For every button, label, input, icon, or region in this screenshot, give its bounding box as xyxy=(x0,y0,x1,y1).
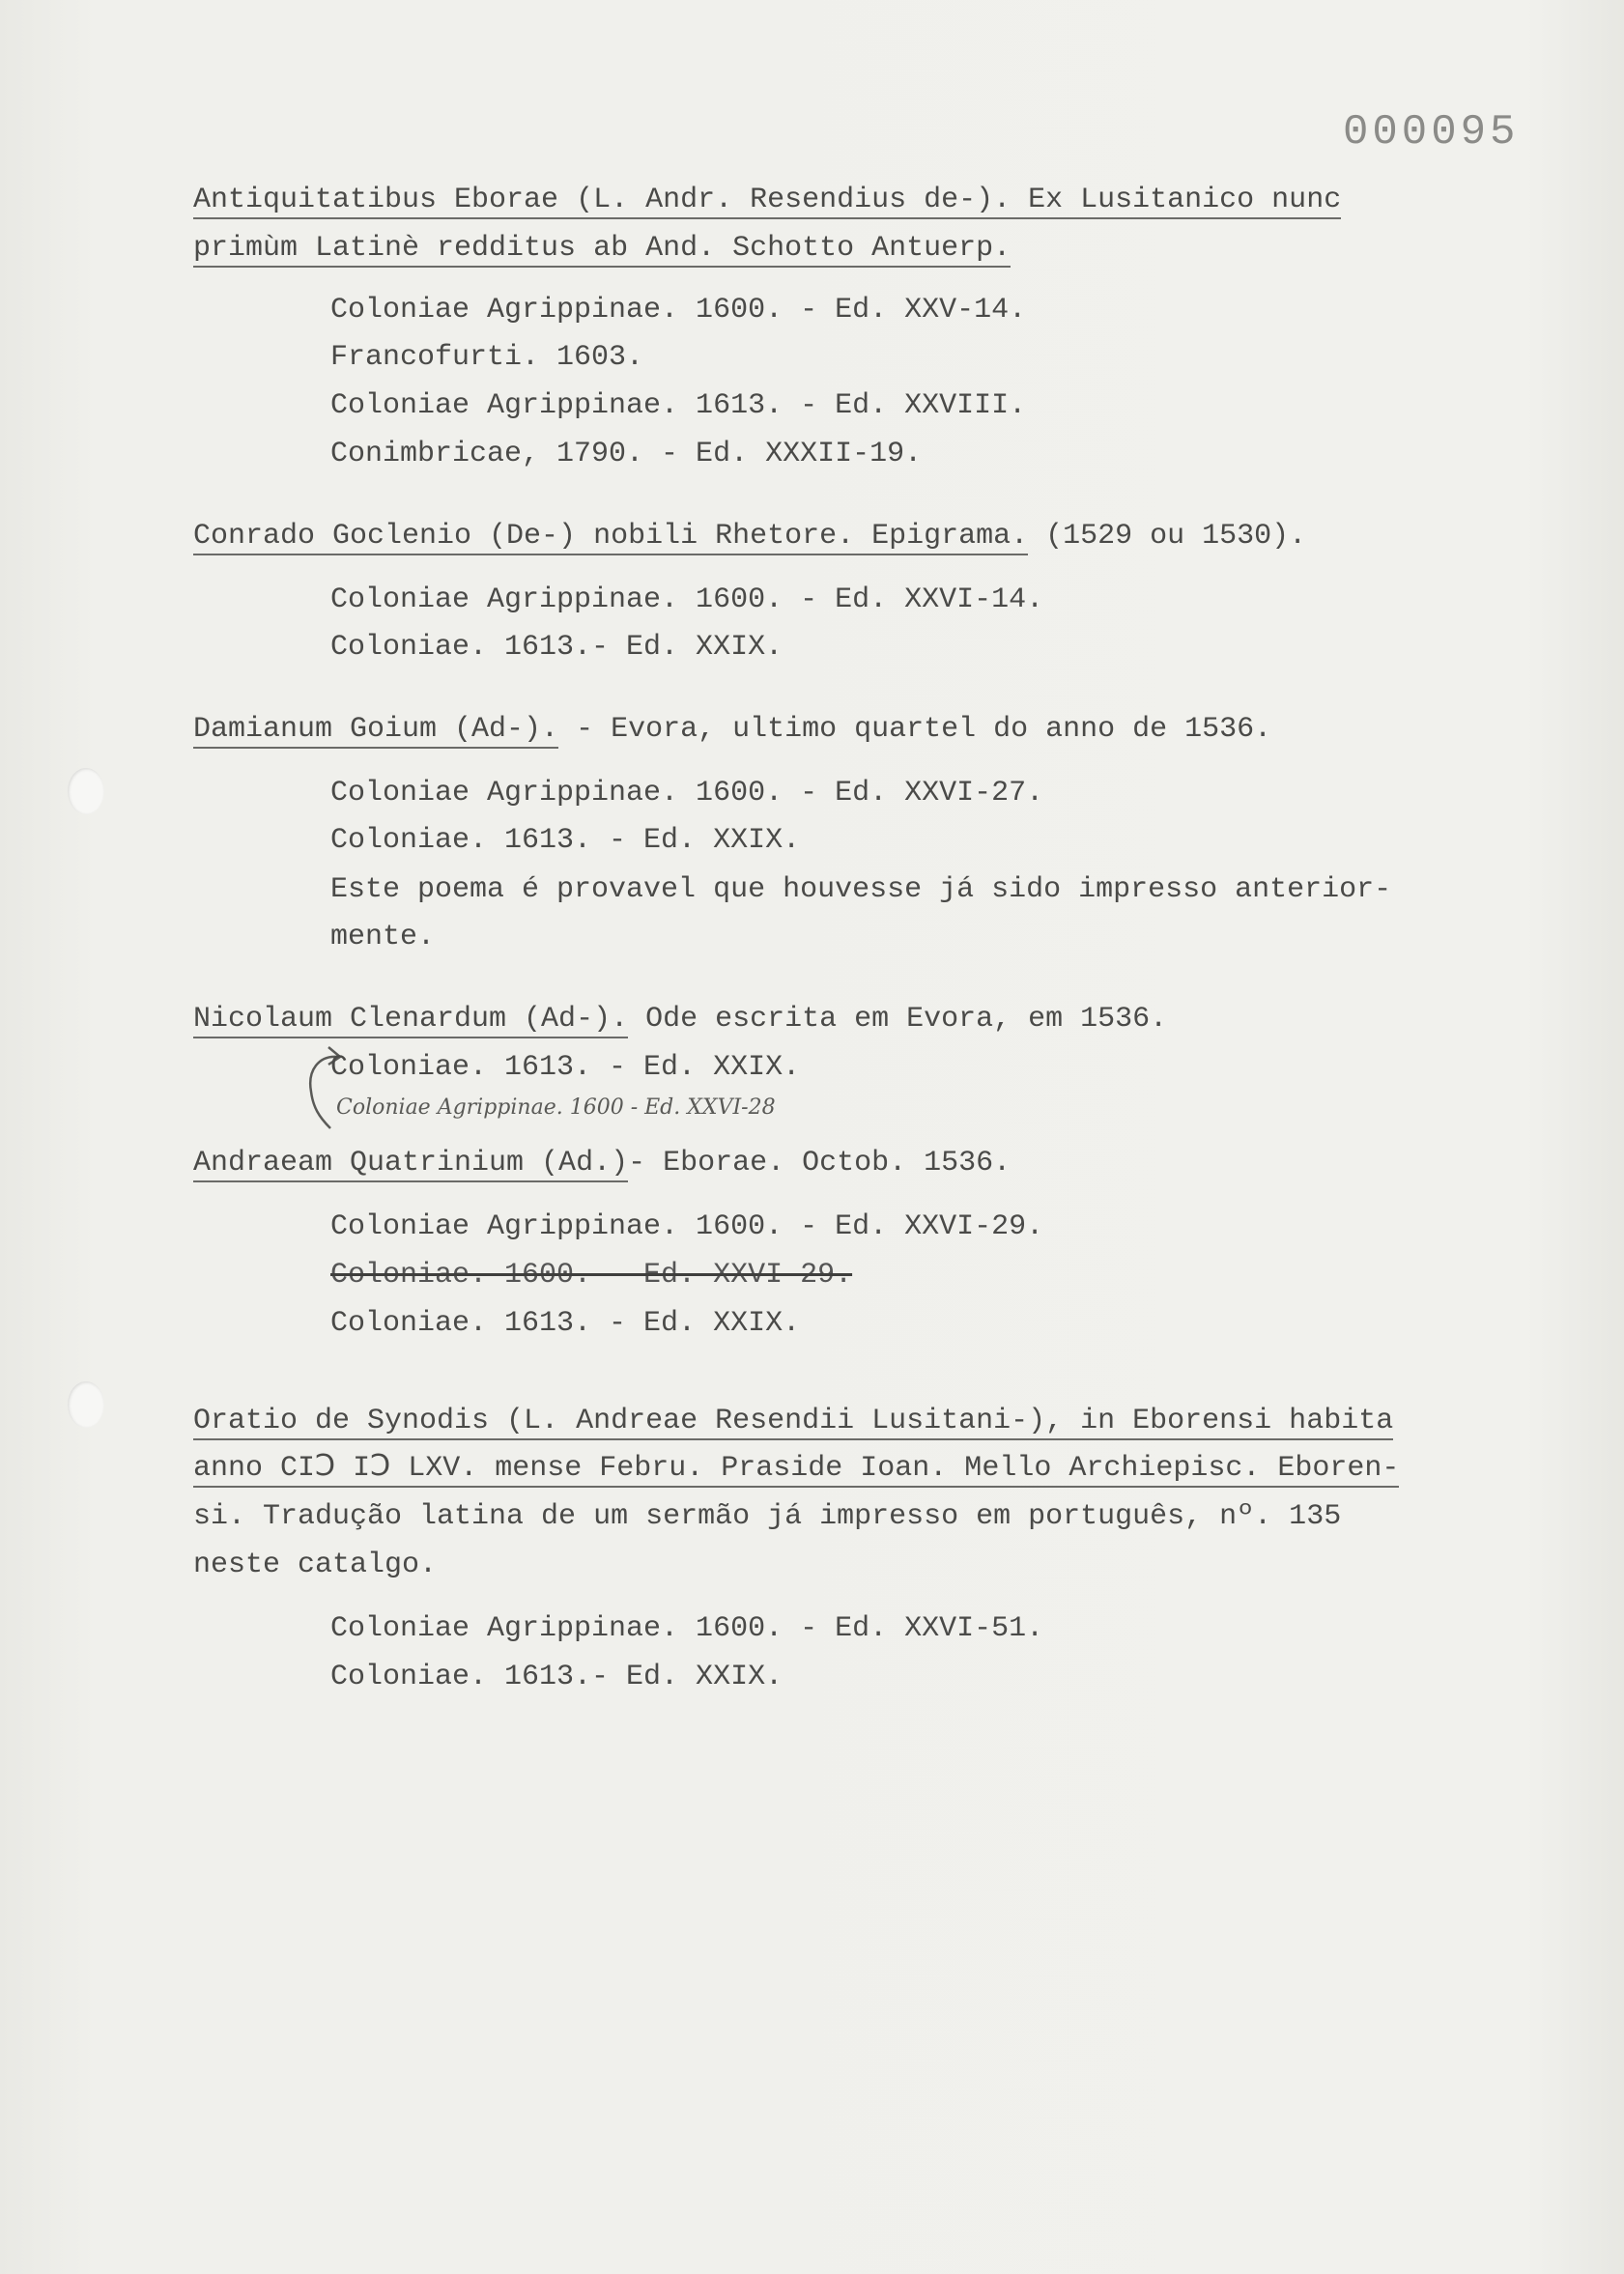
edition-line: Coloniae. 1613.- Ed. XXIX. xyxy=(330,631,784,664)
entry-heading-rest: Ode escrita em Evora, em 1536. xyxy=(628,1003,1168,1036)
entry-heading-text: Antiquitatibus Eborae (L. Andr. Resendius de-). Ex Lusitanico nunc xyxy=(193,184,1341,219)
edition-line: Coloniae. 1613.- Ed. XXIX. xyxy=(330,1661,784,1693)
edition-line: Conimbricae, 1790. - Ed. XXXII-19. xyxy=(330,438,923,470)
edition-line: Coloniae Agrippinae. 1600. - Ed. XXVI-51. xyxy=(330,1612,1044,1645)
edition-line: Coloniae Agrippinae. 1600. - Ed. XXVI-14. xyxy=(330,583,1044,616)
entry-heading-line xyxy=(193,231,1011,266)
entry-heading-line xyxy=(193,1404,1393,1438)
edition-line: Coloniae Agrippinae. 1600. - Ed. XXV-14. xyxy=(330,294,1027,327)
entry-heading-rest: - Eborae. Octob. 1536. xyxy=(628,1147,1011,1180)
entry-heading-text: primùm Latinè redditus ab And. Schotto Antuerp. xyxy=(193,232,1011,268)
edition-line: Coloniae. 1613. - Ed. XXIX. xyxy=(330,1307,801,1340)
sheet-number: 000095 xyxy=(1343,108,1520,156)
edition-line: Coloniae Agrippinae. 1613. - Ed. XXVIII. xyxy=(330,389,1027,422)
entry-heading-text: anno CIↃ IↃ LXV. mense Febru. Praside Ioan. Mello Archiepisc. Eboren- xyxy=(193,1452,1399,1488)
entry-heading-underlined: Andraeam Quatrinium (Ad.) xyxy=(193,1147,628,1182)
edition-line: Coloniae. 1613. - Ed. XXIX. xyxy=(330,824,801,857)
edition-line: Francofurti. 1603. xyxy=(330,341,644,374)
entry-heading-line xyxy=(193,1146,1011,1180)
entry-heading-line: si. Tradução latina de um sermão já impresso em português, nº. 135 xyxy=(193,1500,1342,1533)
edition-line: Este poema é provavel que houvesse já sido impresso anterior- xyxy=(330,873,1392,906)
entry-heading-line xyxy=(193,183,1341,217)
entry-heading-line xyxy=(193,712,1271,747)
handwritten-note: Coloniae Agrippinae. 1600 - Ed. XXVI-28 xyxy=(336,1095,776,1120)
entry-heading-rest: - Evora, ultimo quartel do anno de 1536. xyxy=(558,713,1272,746)
entry-heading-rest: (1529 ou 1530). xyxy=(1028,520,1307,553)
entry-heading-underlined: Damianum Goium (Ad-). xyxy=(193,713,558,749)
edition-line: Coloniae Agrippinae. 1600. - Ed. XXVI-29. xyxy=(330,1210,1044,1243)
entry-heading-underlined: Nicolaum Clenardum (Ad-). xyxy=(193,1003,628,1038)
handwritten-insertion-arrow-icon xyxy=(290,1032,348,1138)
edition-line-struck-through: Coloniae. 1600. - Ed. XXVI-29. xyxy=(330,1259,853,1292)
punch-hole-top xyxy=(68,768,104,814)
entry-heading-line: neste catalgo. xyxy=(193,1549,438,1581)
punch-hole-bottom xyxy=(68,1381,104,1428)
entry-heading-underlined: Conrado Goclenio (De-) nobili Rhetore. Epigrama. xyxy=(193,520,1028,555)
entry-heading-line xyxy=(193,1451,1399,1486)
edition-line: Coloniae Agrippinae. 1600. - Ed. XXVI-27. xyxy=(330,777,1044,810)
edition-line: Coloniae. 1613. - Ed. XXIX. xyxy=(330,1051,801,1084)
entry-heading-text: Oratio de Synodis (L. Andreae Resendii Lusitani-), in Eborensi habita xyxy=(193,1405,1393,1440)
entry-heading-line xyxy=(193,519,1306,554)
edition-line: mente. xyxy=(330,921,436,953)
